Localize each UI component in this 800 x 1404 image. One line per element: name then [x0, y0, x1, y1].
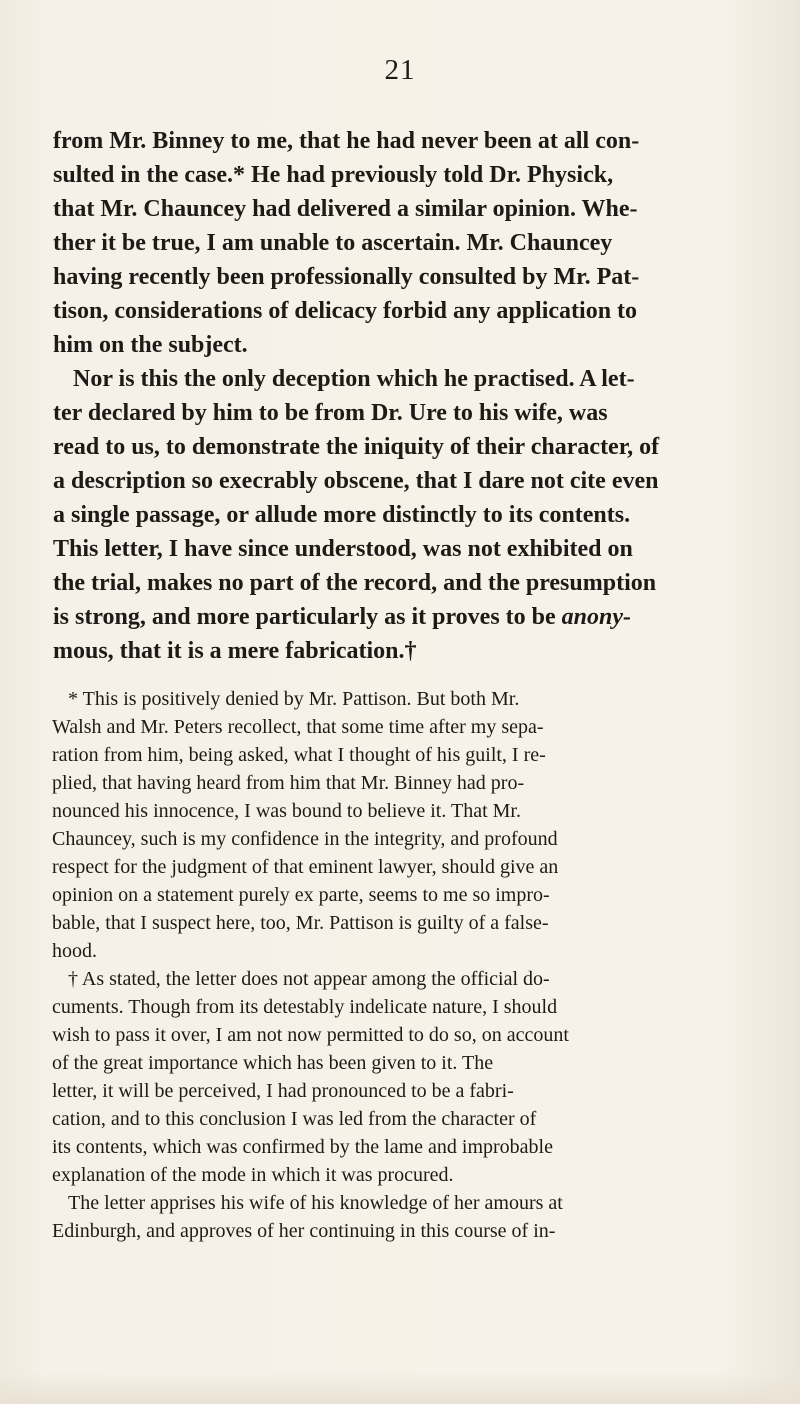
- text-line: a single passage, or allude more distinctly to its contents.: [53, 502, 631, 528]
- text-line: the trial, makes no part of the record, and the presumption: [53, 570, 657, 596]
- footnote-line: Edinburgh, and approves of her continuing in this course of in-: [52, 1220, 556, 1242]
- page-number: 21: [384, 54, 416, 86]
- footnote-line: nounced his innocence, I was bound to believe it. That Mr.: [52, 800, 521, 822]
- text-line: sulted in the case.* He had previously told Dr. Physick,: [53, 162, 614, 188]
- footnote-line: hood.: [52, 940, 97, 962]
- page-bottom-edge: [0, 1372, 800, 1404]
- text-line: having recently been professionally consulted by Mr. Pat-: [53, 264, 640, 290]
- footnote-line: ration from him, being asked, what I thought of his guilt, I re-: [52, 744, 546, 766]
- text-line: read to us, to demonstrate the iniquity of their character, of: [53, 434, 660, 460]
- text-line: him on the subject.: [53, 332, 248, 358]
- text-line: ter declared by him to be from Dr. Ure to his wife, was: [53, 400, 608, 426]
- text-line: ther it be true, I am unable to ascertain. Mr. Chauncey: [53, 230, 613, 256]
- footnote-line: plied, that having heard from him that Mr. Binney had pro-: [52, 772, 525, 794]
- footnote-line: Walsh and Mr. Peters recollect, that some time after my sepa-: [52, 716, 544, 738]
- footnote-line: of the great importance which has been given to it. The: [52, 1052, 494, 1074]
- footnote-line: * This is positively denied by Mr. Pattison. But both Mr.: [68, 688, 520, 710]
- italic-word: anony-: [561, 604, 632, 630]
- footnote-line: The letter apprises his wife of his knowledge of her amours at: [68, 1192, 563, 1214]
- text-line: mous, that it is a mere fabrication.†: [53, 638, 417, 664]
- footnote-line: respect for the judgment of that eminent lawyer, should give an: [52, 856, 559, 878]
- text-line: tison, considerations of delicacy forbid any application to: [53, 298, 638, 324]
- footnote-line: opinion on a statement purely ex parte, seems to me so impro-: [52, 884, 550, 906]
- text-line: a description so execrably obscene, that I dare not cite even: [53, 468, 659, 494]
- text-line: This letter, I have since understood, was not exhibited on: [53, 536, 633, 562]
- footnote-line: † As stated, the letter does not appear among the official do-: [68, 968, 550, 990]
- footnote-line: bable, that I suspect here, too, Mr. Pattison is guilty of a false-: [52, 912, 549, 934]
- footnote-line: cuments. Though from its detestably indelicate nature, I should: [52, 996, 558, 1018]
- footnote-line: wish to pass it over, I am not now permitted to do so, on account: [52, 1024, 569, 1046]
- paragraph-start-line: Nor is this the only deception which he practised. A let-: [73, 366, 635, 392]
- footnote-line: explanation of the mode in which it was procured.: [52, 1164, 454, 1186]
- text-line-with-italic: [53, 602, 631, 632]
- text-line: that Mr. Chauncey had delivered a similar opinion. Whe-: [53, 196, 638, 222]
- footnote-line: letter, it will be perceived, I had pronounced to be a fabri-: [52, 1080, 514, 1102]
- footnote-line: cation, and to this conclusion I was led from the character of: [52, 1108, 537, 1130]
- text-segment: is strong, and more particularly as it proves to be: [53, 604, 562, 630]
- text-line: from Mr. Binney to me, that he had never been at all con-: [53, 128, 640, 154]
- footnote-line: its contents, which was confirmed by the lame and improbable: [52, 1136, 553, 1158]
- footnote-line: Chauncey, such is my confidence in the integrity, and profound: [52, 828, 558, 850]
